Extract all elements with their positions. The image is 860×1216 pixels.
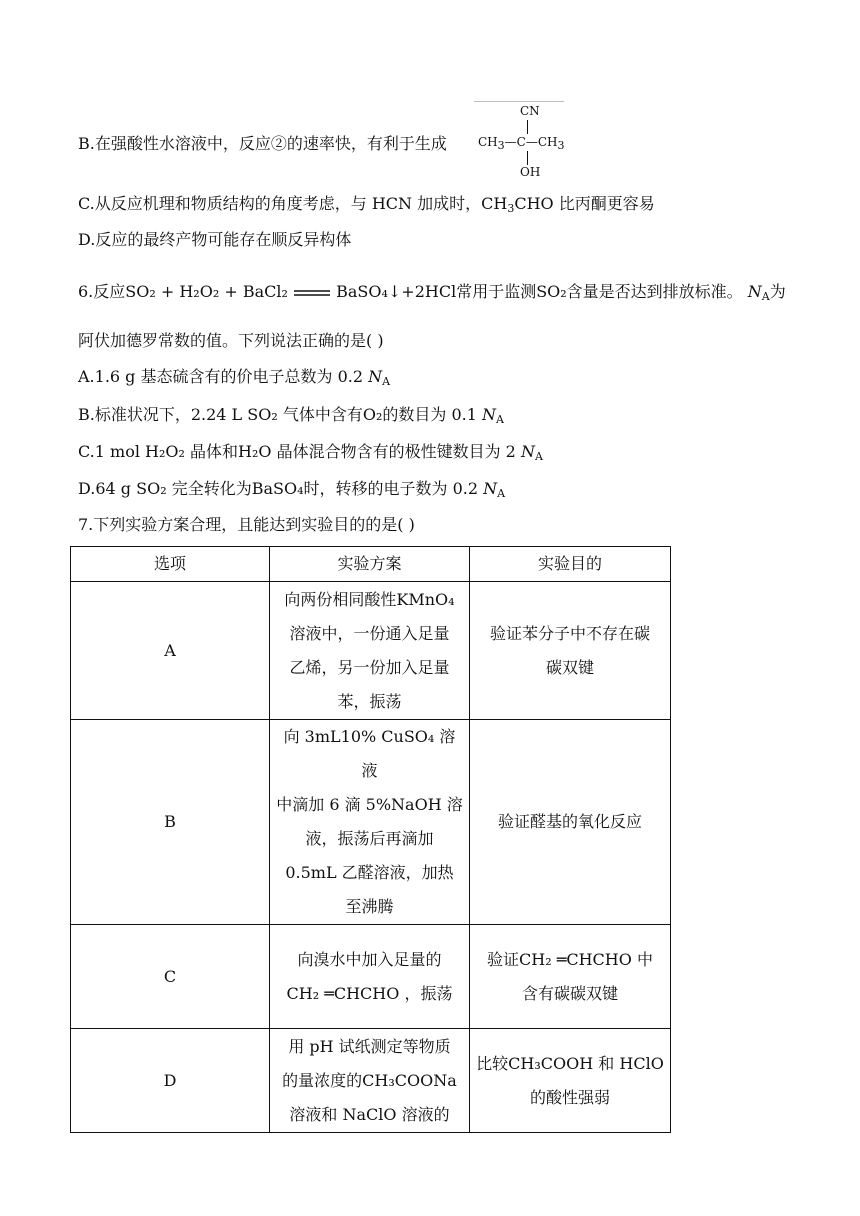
table-row	[71, 1029, 671, 1133]
option-5d: D.反应的最终产物可能存在顺反异构体	[78, 230, 352, 249]
row-option: C	[71, 925, 270, 1029]
option-5b	[78, 133, 447, 155]
header-purpose: 实验目的	[470, 547, 671, 582]
option-5c: C.从反应机理和物质结构的角度考虑，与 HCN 加成时，$CH_3CHO$ 比丙酮更容易	[78, 194, 655, 215]
formula-bond-bottom	[527, 151, 528, 165]
row-option: D	[71, 1029, 270, 1133]
table-header-row	[71, 547, 671, 582]
experiment-table	[70, 546, 671, 1133]
formula-oh-group: OH	[520, 165, 541, 179]
option-6c: C.1 mol H₂O₂ 晶体和H₂O 晶体混合物含有的极性键数目为 2 $N_A$	[78, 442, 543, 463]
row-purpose: 验证醛基的氧化反应	[470, 720, 671, 925]
header-option: 选项	[71, 547, 270, 582]
formula-cn-group: CN	[520, 104, 540, 118]
row-plan: 向两份相同酸性KMnO₄ 溶液中，一份通入足量 乙烯，另一份加入足量 苯，振荡	[270, 582, 470, 720]
option-6a: A.1.6 g 基态硫含有的价电子总数为 0.2 $N_A$	[78, 367, 391, 388]
table-row	[71, 582, 671, 720]
row-purpose: 比较CH₃COOH 和 HClO 的酸性强弱	[470, 1029, 671, 1133]
equation-right: BaSO₄↓+2HCl	[336, 282, 457, 301]
row-purpose: 验证CH₂ ═CHCHO 中 含有碳碳双键	[470, 925, 671, 1029]
question-6-line2: 阿伏加德罗常数的值。下列说法正确的是( )	[78, 331, 384, 350]
row-purpose: 验证苯分子中不存在碳 碳双键	[470, 582, 671, 720]
question-6-stem: 6.反应SO₂ + H₂O₂ + BaCl₂ BaSO₄↓+2HCl常用于监测SO₂含量是否达到排放标准。 $N_A$为	[78, 282, 786, 303]
row-option: B	[71, 720, 270, 925]
row-option: A	[71, 582, 270, 720]
option-5b-text: B.在强酸性水溶液中，反应②的速率快，有利于生成	[78, 134, 447, 153]
equation-left: SO₂ + H₂O₂ + BaCl₂	[125, 282, 288, 301]
table-row	[71, 925, 671, 1029]
question-7-stem: 7.下列实验方案合理，且能达到实验目的的是( )	[78, 515, 415, 534]
structural-formula	[478, 102, 588, 180]
row-plan: 用 pH 试纸测定等物质 的量浓度的CH₃COONa 溶液和 NaClO 溶液的	[270, 1029, 470, 1133]
row-plan: 向溴水中加入足量的 CH₂ ═CHCHO ，振荡	[270, 925, 470, 1029]
formula-bond-top	[527, 120, 528, 134]
table-row	[71, 720, 671, 925]
row-plan: 向 3mL10% CuSO₄ 溶液 中滴加 6 滴 5%NaOH 溶 液，振荡后再滴加 0.5mL 乙醛溶液，加热 至沸腾	[270, 720, 470, 925]
equals-sign-icon	[293, 288, 331, 298]
header-plan: 实验方案	[270, 547, 470, 582]
option-6d: D.64 g SO₂ 完全转化为BaSO₄时，转移的电子数为 0.2 $N_A$	[78, 479, 506, 500]
option-6b: B.标准状况下，2.24 L SO₂ 气体中含有O₂的数目为 0.1 $N_A$	[78, 405, 504, 426]
formula-main-row: $CH_3—C—CH_3$	[478, 135, 565, 152]
